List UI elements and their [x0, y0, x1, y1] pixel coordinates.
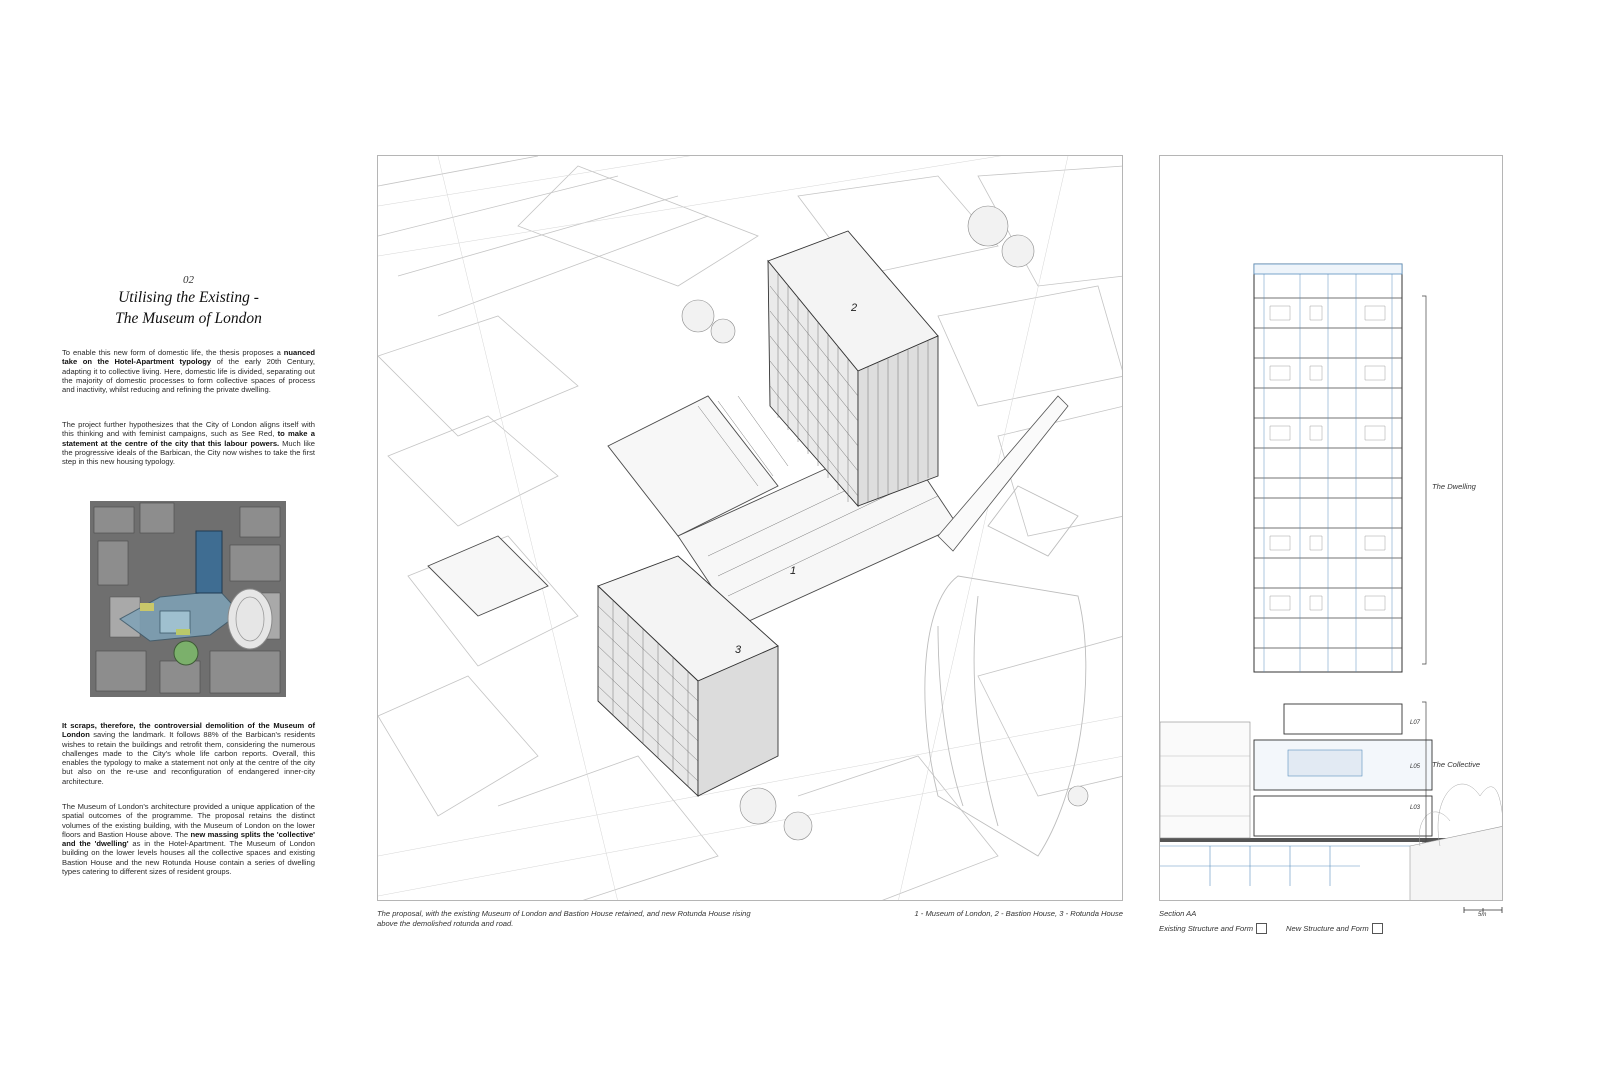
- scale-label: 5m: [1478, 912, 1487, 918]
- section-title: Section AA: [1159, 909, 1197, 918]
- level-tag-l03: L03: [1410, 805, 1421, 811]
- paragraph-emphasis: nuanced take on the Hotel-Apartment typology: [62, 348, 315, 367]
- paragraph-text: The Museum of London's architecture provided a unique application of the spatial outcomes of the programme. The proposal retains the distinct volumes of the existing building, with the Museum of London on the lower floors and Bastion House above. The: [62, 802, 315, 839]
- legend-new-label: New Structure and Form: [1286, 924, 1369, 933]
- zone-label-dwelling: The Dwelling: [1432, 482, 1476, 491]
- aerial-photo: [90, 501, 286, 697]
- level-tag-l07: L07: [1410, 720, 1421, 726]
- paragraph-text: The project further hypothesizes that the City of London aligns itself with this thinking and with feminist campaigns, such as See Red,: [62, 420, 315, 439]
- label-rotunda-house: 3: [735, 644, 742, 656]
- chapter-title: [62, 287, 315, 329]
- label-bastion-house: 2: [851, 302, 858, 314]
- paragraph-architecture: [62, 802, 315, 876]
- legend-existing-swatch: [1256, 923, 1267, 934]
- zone-label-collective: The Collective: [1432, 760, 1481, 769]
- paragraph-text: saving the landmark. It follows 88% of the Barbican's residents wishes to retain the buildings and retrofit them, considering the numerous challenges made to the City's whole life carbon reports. Overall, this enables the typology to make a statement not only at the centre of the city but also on the re-use and reconfiguration of endangered inner-city architecture.: [62, 730, 315, 786]
- paragraph-intro: [62, 348, 315, 394]
- paragraph-hypothesis: [62, 420, 315, 466]
- paragraph-emphasis: It scraps, therefore, the controversial demolition of the Museum of London: [62, 721, 315, 740]
- chapter-title-line-2: The Museum of London: [115, 310, 262, 327]
- aerial-photo-graphic: [90, 501, 286, 697]
- legend-existing-label: Existing Structure and Form: [1159, 924, 1254, 933]
- paragraph-text: as in the Hotel-Apartment. The Museum of London building on the lower levels houses all the collective spaces and existing Bastion House and the new Rotunda House contain a series of dwelling types catering to different sizes of resident groups.: [62, 839, 315, 877]
- legend-new: [1286, 923, 1383, 934]
- label-museum-of-london: 1: [790, 565, 797, 577]
- paragraph-text: of the early 20th Century, adapting it to collective living. Here, domestic life is divided, separating out the majority of domestic processes to form collective spaces of process and inactivity, whilst reducing and refining the private dwelling.: [62, 357, 316, 395]
- legend-existing: [1159, 923, 1267, 934]
- axonometric-drawing: [377, 155, 1123, 901]
- paragraph-text: Much like the progressive ideals of the Barbican, the City now wishes to take the first step in this new housing typology.: [62, 438, 315, 467]
- paragraph-emphasis: to make a statement at the centre of the city that this labour powers.: [62, 429, 315, 448]
- axonometric-key: 1 - Museum of London, 2 - Bastion House, 3 - Rotunda House: [914, 909, 1123, 918]
- axonometric-caption: The proposal, with the existing Museum of London and Bastion House retained, and new Rotunda House rising above the demolished rotunda and road.: [377, 909, 751, 928]
- legend-new-swatch: [1372, 923, 1383, 934]
- paragraph-emphasis: new massing splits the 'collective' and the 'dwelling': [62, 829, 315, 849]
- section-drawing: [1159, 155, 1503, 901]
- level-tag-l05: L05: [1410, 764, 1421, 770]
- paragraph-text: To enable this new form of domestic life, the thesis proposes a: [62, 348, 284, 357]
- chapter-number: 02: [183, 274, 194, 286]
- paragraph-demolition: [62, 721, 315, 786]
- axonometric-linework: [378, 156, 1123, 901]
- section-linework: [1160, 156, 1503, 901]
- chapter-title-line-1: Utilising the Existing -: [118, 289, 259, 306]
